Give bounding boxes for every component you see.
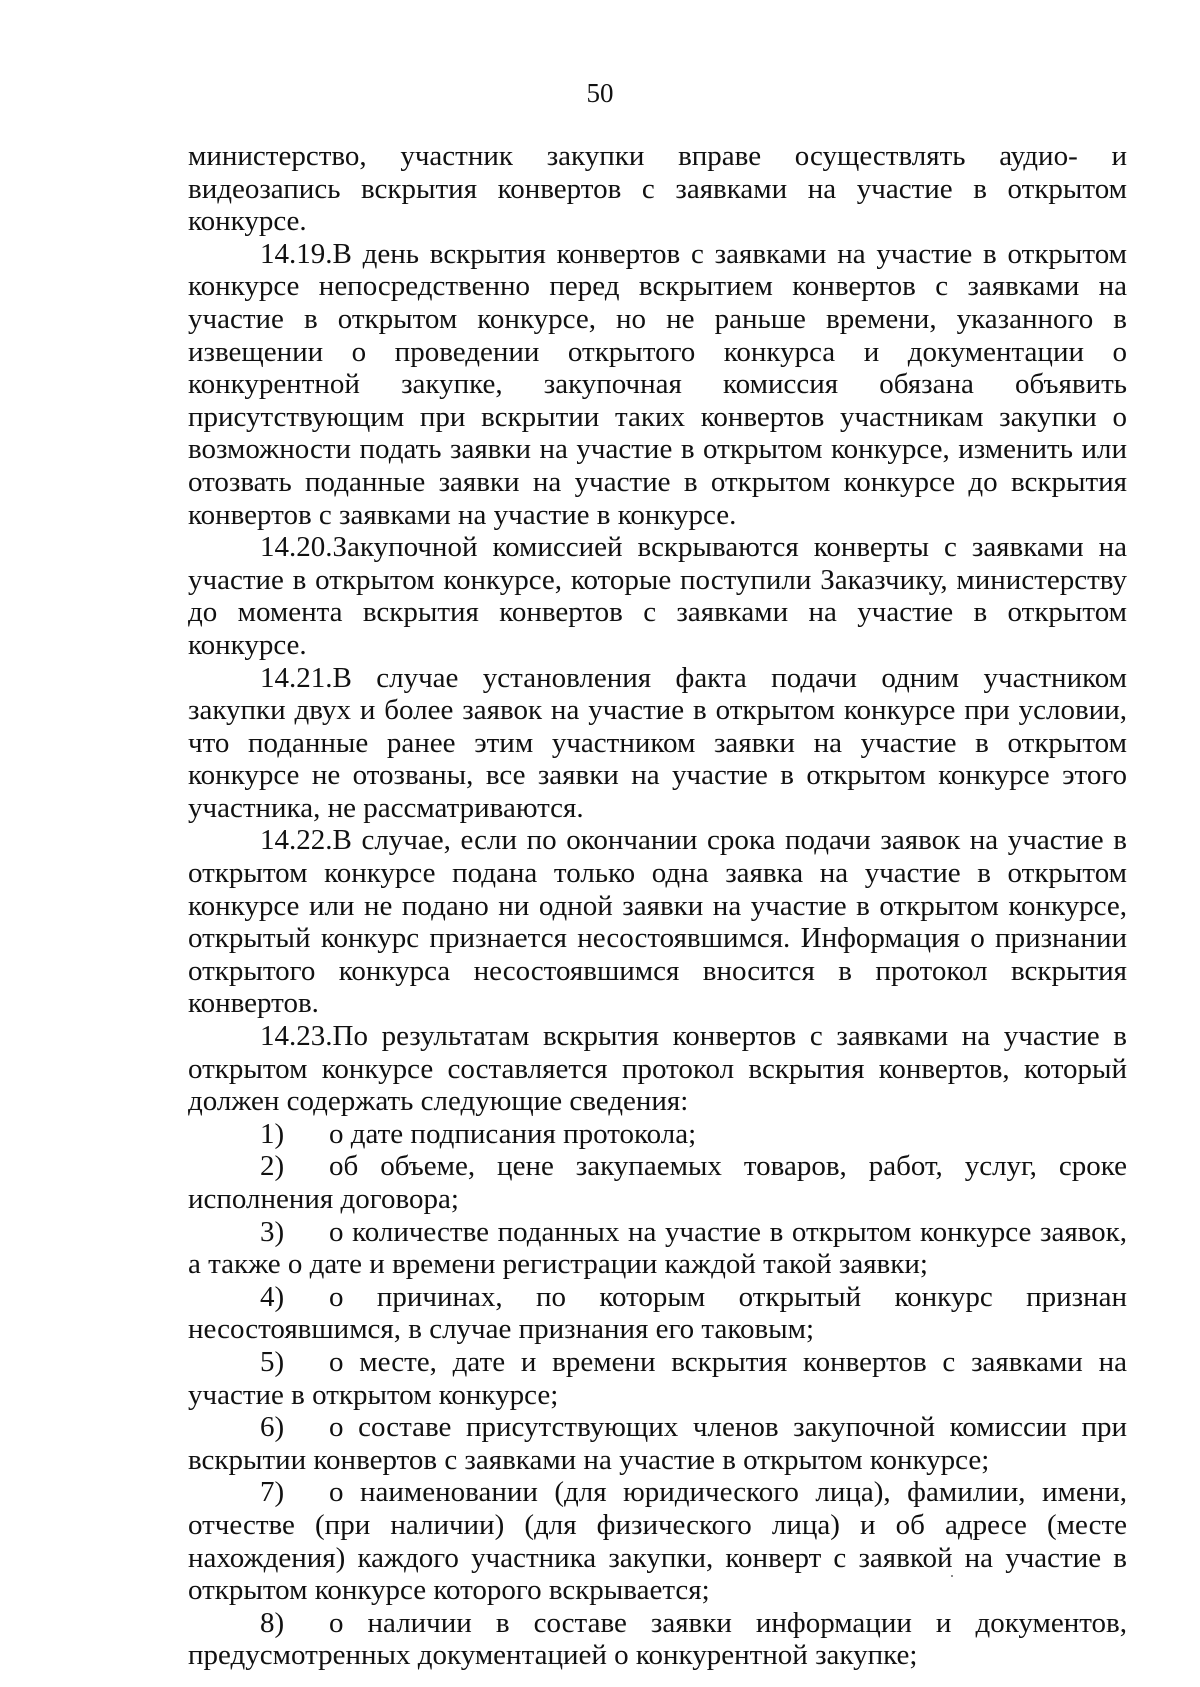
list-item-4 <box>188 1281 1127 1346</box>
list-item-number: 5) <box>260 1345 285 1378</box>
list-item-text: о наименовании (для юридического лица), фамилии, имени, отчестве (при наличии) (для физического лица) и об адресе (месте нахождения) каждого участника закупки, конверт с заявкой на участие в открытом конкурсе которого вскрывается; <box>188 1476 1127 1607</box>
list-item-number: 1) <box>260 1117 285 1150</box>
list-item-text: об объеме, цене закупаемых товаров, работ, услуг, сроке исполнения договора; <box>188 1150 1127 1215</box>
list-item-text: о количестве поданных на участие в открытом конкурсе заявок, а также о дате и времени регистрации каждой такой заявки; <box>188 1215 1127 1281</box>
list-item-6 <box>188 1411 1127 1476</box>
list-item-8 <box>188 1607 1127 1672</box>
list-item-number: 3) <box>260 1215 285 1248</box>
list-item-number: 2) <box>260 1150 285 1183</box>
scan-artifact <box>951 1575 953 1577</box>
list-item-2 <box>188 1150 1127 1215</box>
list-item-1 <box>188 1118 1127 1151</box>
list-item-text: о дате подписания протокола; <box>329 1117 697 1150</box>
list-item-text: о наличии в составе заявки информации и документов, предусмотренных документацией о конкурентной закупке; <box>188 1606 1127 1672</box>
list-item-text: о составе присутствующих членов закупочной комиссии при вскрытии конвертов с заявками на участие в открытом конкурсе; <box>188 1411 1127 1476</box>
document-body <box>188 140 1127 1672</box>
page-number: 50 <box>586 78 614 108</box>
list-item-7 <box>188 1476 1127 1606</box>
paragraph-14-21: 14.21.В случае установления факта подачи одним участником закупки двух и более заявок на участие в открытом конкурсе при условии, что поданные ранее этим участником заявки на участие в открытом конкурсе не отозваны, все заявки на участие в открытом конкурсе этого участника, не рассматриваются. <box>188 661 1127 824</box>
list-item-text: о причинах, по которым открытый конкурс признан несостоявшимся, в случае признания его таковым; <box>188 1280 1127 1346</box>
list-item-3 <box>188 1216 1127 1281</box>
paragraph-14-20: 14.20.Закупочной комиссией вскрываются конверты с заявками на участие в открытом конкурсе, которые поступили Заказчику, министерству до момента вскрытия конвертов с заявками на участие в открытом конкурсе. <box>188 531 1127 661</box>
paragraph-14-23: 14.23.По результатам вскрытия конвертов с заявками на участие в открытом конкурсе составляется протокол вскрытия конвертов, который должен содержать следующие сведения: <box>188 1020 1127 1118</box>
list-item-number: 7) <box>260 1476 285 1509</box>
paragraph-14-19: 14.19.В день вскрытия конвертов с заявками на участие в открытом конкурсе непосредственно перед вскрытием конвертов с заявками на участие в открытом конкурсе, но не раньше времени, указанного в извещении о проведении открытого конкурса и документации о конкурентной закупке, закупочная комиссия обязана объявить присутствующим при вскрытии таких конвертов участникам закупки о возможности подать заявки на участие в открытом конкурсе, изменить или отозвать поданные заявки на участие в открытом конкурсе до вскрытия конвертов с заявками на участие в конкурсе. <box>188 237 1127 531</box>
list-item-5 <box>188 1346 1127 1411</box>
list-item-number: 6) <box>260 1411 285 1444</box>
paragraph-continuation: министерство, участник закупки вправе осуществлять аудио- и видеозапись вскрытия конвертов с заявками на участие в открытом конкурсе. <box>188 140 1127 238</box>
list-item-number: 8) <box>260 1606 285 1639</box>
list-item-text: о месте, дате и времени вскрытия конвертов с заявками на участие в открытом конкурсе; <box>188 1345 1127 1411</box>
list-item-number: 4) <box>260 1280 285 1313</box>
paragraph-14-22: 14.22.В случае, если по окончании срока подачи заявок на участие в открытом конкурсе подана только одна заявка на участие в открытом конкурсе или не подано ни одной заявки на участие в открытом конкурсе, открытый конкурс признается несостоявшимся. Информация о признании открытого конкурса несостоявшимся вносится в протокол вскрытия конвертов. <box>188 824 1127 1020</box>
